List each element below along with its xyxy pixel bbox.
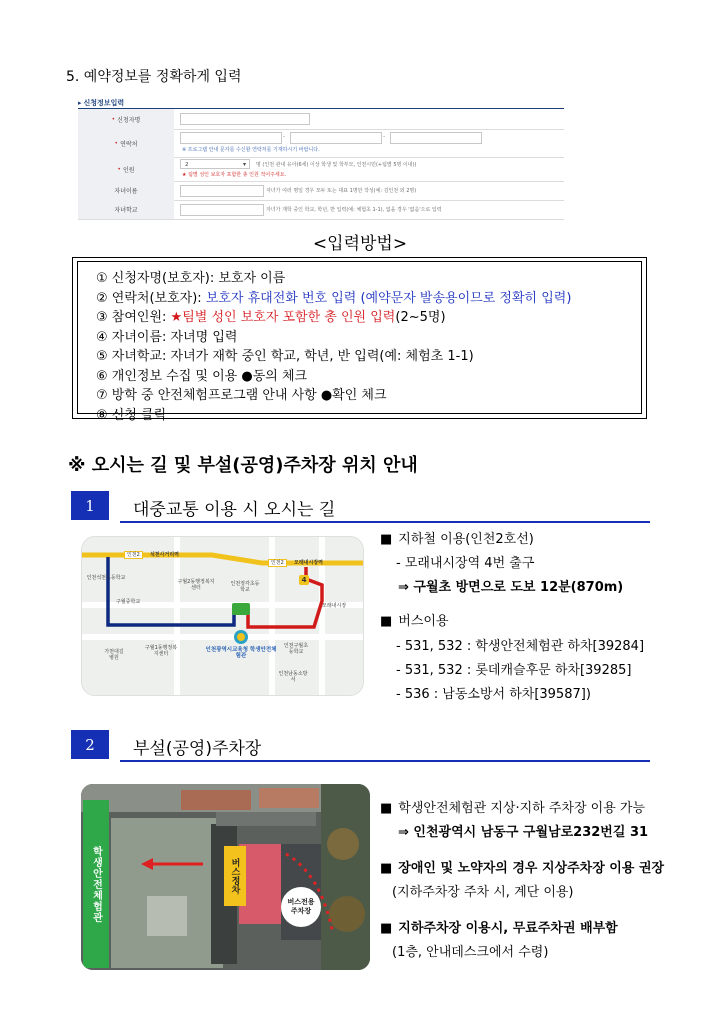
child-school-input[interactable]	[180, 204, 264, 216]
bus-line: - 531, 532 : 학생안전체험관 하차[39284]	[396, 639, 645, 654]
section1-title: 대중교통 이용 시 오시는 길	[133, 500, 336, 520]
form-screenshot	[78, 96, 564, 220]
method-title: <입력방법>	[312, 234, 408, 254]
method-item: ⑥ 개인정보 수집 및 이용 ●동의 체크	[96, 368, 308, 384]
map-place-label: 모래내시장	[322, 603, 347, 609]
map-station-label: 석천사거리역	[150, 552, 179, 558]
map-destination-label: 인천광역시교육청 학생안전체험관	[205, 647, 277, 659]
method-box	[72, 257, 647, 423]
parking-info-sub: (1층, 안내데스크에서 수령)	[392, 945, 549, 960]
map-station-label: 모래내시장역	[294, 560, 323, 566]
form-row-name: • 신청자명	[78, 109, 564, 130]
map-place-label: 가천대길병원	[104, 649, 124, 661]
bus-stop-label: 버스정차	[224, 846, 246, 906]
method-item: ③ 참여인원: ★팀별 성인 보호자 포함한 총 인원 입력(2~5명)	[96, 310, 446, 325]
count-note: 명 (인천 관내 유아(6세) 이상 학생 및 학부모, 인천시민(+팀별 5명 이내))	[256, 162, 417, 168]
subway-exit: - 모래내시장역 4번 출구	[396, 556, 535, 571]
parking-info-line: ■ 학생안전체험관 지상·지하 주차장 이용 가능	[380, 801, 646, 816]
form-row-count: • 인원 2 ▾ 명 (인천 관내 유아(6세) 이상 학생 및 학부모, 인천시민(+팀별 5명 이내)) ★ 팀별 성인 보호자 포함한 총 인원 적어주세요.	[78, 157, 564, 182]
parking-aerial-photo	[81, 784, 370, 970]
form-label-count: 인원	[122, 166, 135, 174]
form-row-phone: • 연락처 - - ※ 프로그램 안내 문자를 수신할 연락처를 기재하시기 바랍니다.	[78, 129, 564, 158]
section1-underline	[120, 521, 650, 523]
form-row-child-school	[78, 200, 564, 220]
method-item: ① 신청자명(보호자): 보호자 이름	[96, 271, 286, 286]
directions-map	[81, 536, 364, 696]
child-name-input[interactable]	[180, 185, 264, 197]
method-item: ⑦ 방학 중 안전체험프로그램 안내 사항 ●확인 체크	[96, 388, 387, 403]
method-item: ④ 자녀이름: 자녀명 입력	[96, 329, 238, 345]
map-road-label: 인천2	[268, 559, 287, 567]
form-label-name: 신청자명	[117, 116, 141, 124]
map-place-label: 인천구월초등학교	[283, 643, 309, 655]
step5-heading: 5. 예약정보를 정확하게 입력	[66, 69, 242, 85]
form-row-child-name	[78, 181, 564, 201]
map-place-label: 인천정각초등학교	[230, 581, 260, 593]
method-item: ⑤ 자녀학교: 자녀가 재학 중인 학교, 학년, 반 입력(예: 체험초 1-1)	[96, 349, 474, 364]
building-label: 학생안전체험관	[83, 800, 109, 968]
bus-title: ■ 버스이용	[380, 614, 449, 629]
section2-underline	[120, 760, 650, 762]
phone-input-2[interactable]	[290, 132, 382, 144]
subway-walk: ⇒ 구월초 방면으로 도보 12분(870m)	[398, 580, 624, 595]
map-place-label: 구월중학교	[116, 599, 141, 605]
child-name-note: 자녀가 여러 명일 경우 모두 또는 대표 1명만 작성(예: 김인천 외 2명)	[266, 188, 417, 194]
bus-line: - 531, 532 : 롯데캐슬후문 하차[39285]	[396, 663, 632, 678]
map-road-label: 인천2	[124, 551, 143, 559]
parking-info-line: ■ 지하주차장 이용시, 무료주차권 배부함	[380, 921, 618, 936]
section2-title: 부설(공영)주차장	[133, 739, 262, 759]
directions-heading: ※ 오시는 길 및 부설(공영)주차장 위치 안내	[68, 455, 418, 476]
map-place-label: 인천석천초등학교	[86, 575, 126, 581]
bus-line: - 536 : 남동소방서 하차[39587])	[396, 687, 591, 702]
phone-note: ※ 프로그램 안내 문자를 수신할 연락처를 기재하시기 바랍니다.	[182, 147, 320, 153]
form-title: ▸ 신청정보입력	[78, 98, 124, 108]
map-place-label: 인천남동소방서	[278, 671, 308, 683]
map-exit-badge: 4	[299, 575, 309, 585]
map-place-label: 구월2동행정복지센터	[177, 579, 215, 591]
form-label-child-name: 자녀이름	[114, 188, 138, 195]
child-school-note: 자녀가 재학 중인 학교, 학년, 반 입력(예: 체험초 1-1), 없을 경우 '없음'으로 입력	[266, 207, 442, 213]
count-note-red: ★ 팀별 성인 보호자 포함한 총 인원 적어주세요.	[182, 172, 287, 178]
count-select[interactable]: 2 ▾	[180, 159, 250, 169]
parking-address: ⇒ 인천광역시 남동구 구월남로232번길 31	[398, 825, 649, 840]
subway-title: ■ 지하철 이용(인천2호선)	[380, 532, 534, 547]
method-item: ② 연락처(보호자): 보호자 휴대전화 번호 입력 (예약문자 발송용이므로 정확히 입력)	[96, 290, 572, 306]
name-input[interactable]	[180, 113, 310, 125]
phone-input-3[interactable]	[390, 132, 482, 144]
section2-number: 2	[71, 730, 109, 759]
section1-number: 1	[71, 491, 109, 520]
method-highlight: ★팀별 성인 보호자 포함한 총 인원 입력	[170, 310, 396, 325]
bus-lot-label: 버스전용 주차장	[281, 887, 321, 927]
parking-info-line: ■ 장애인 및 노약자의 경우 지상주차장 이용 권장	[380, 861, 665, 876]
phone-input-1[interactable]	[180, 132, 282, 144]
parking-info-sub: (지하주차장 주차 시, 계단 이용)	[392, 885, 574, 900]
form-label-child-school: 자녀학교	[114, 207, 138, 214]
form-label-phone: 연락처	[120, 140, 138, 148]
method-highlight: 보호자 휴대전화 번호 입력 (예약문자 발송용이므로 정확히 입력)	[205, 290, 572, 306]
map-place-label: 구월1동행정복지센터	[144, 645, 178, 657]
method-item: ⑧ 신청 클릭	[96, 407, 167, 423]
